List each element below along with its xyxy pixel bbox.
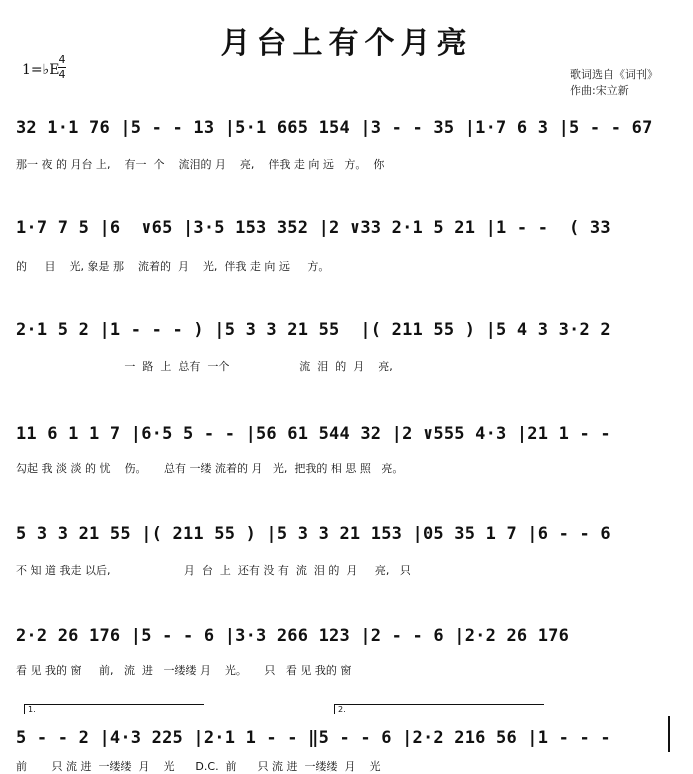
lyric-line-5: 不 知 道 我走 以后, 月 台 上 还有 没 有 流 泪 的 月 亮, 只 — [16, 564, 411, 577]
notation-line-5: 5 3 3 21 55 |( 211 55 ) |5 3 3 21 153 |05 35 1 7 |6 - - 6 — [16, 524, 611, 544]
notation-line-2: 1·7 7 5 |6 ∨65 |3·5 153 352 |2 ∨33 2·1 5 21 |1 - - ( 33 — [16, 218, 611, 238]
volta-second-label: 2. — [338, 705, 346, 714]
lyric-line-3: 一 路 上 总有 一个 流 泪 的 月 亮, — [16, 360, 393, 373]
notation-line-6: 2·2 26 176 |5 - - 6 |3·3 266 123 |2 - - 6 |2·2 26 176 — [16, 626, 570, 646]
notation-line-7: 5 - - 2 |4·3 225 |2·1 1 - - ‖5 - - 6 |2·2 216 56 |1 - - - — [16, 728, 611, 748]
volta-first-ending — [24, 704, 204, 714]
notation-line-4: 11 6 1 1 7 |6·5 5 - - |56 61 544 32 |2 ∨555 4·3 |21 1 - - — [16, 424, 611, 444]
final-barline — [668, 716, 670, 752]
time-signature-bottom: 4 — [58, 68, 66, 81]
time-signature-top: 4 — [58, 53, 66, 66]
music-credit: 作曲:宋立新 — [570, 84, 629, 97]
volta-second-ending — [334, 704, 544, 714]
notation-line-1: 32 1·1 76 |5 - - 13 |5·1 665 154 |3 - - 35 |1·7 6 3 |5 - - 67 — [16, 118, 653, 138]
lyric-line-2: 的 目 光, 象是 那 流着的 月 光, 伴我 走 向 远 方。 — [16, 260, 330, 273]
lyric-line-7: 前 只 流 进 一缕缕 月 光 D.C. 前 只 流 进 一缕缕 月 光 — [16, 760, 381, 773]
lyric-line-1: 那一 夜 的 月台 上, 有一 个 流泪的 月 亮, 伴我 走 向 远 方。 你 — [16, 158, 385, 171]
lyric-line-6: 看 见 我的 窗 前, 流 进 一缕缕 月 光。 只 看 见 我的 窗 — [16, 664, 352, 677]
key-signature: 1=♭E — [22, 62, 60, 78]
lyric-line-4: 勾起 我 淡 淡 的 忧 伤。 总有 一缕 流着的 月 光, 把我的 相 思 照 亮。 — [16, 462, 404, 475]
time-signature — [58, 54, 66, 81]
notation-line-3: 2·1 5 2 |1 - - - ) |5 3 3 21 55 |( 211 55 ) |5 4 3 3·2 2 — [16, 320, 611, 340]
lyrics-credit: 歌词选自《词刊》 — [570, 68, 658, 81]
volta-first-label: 1. — [28, 705, 36, 714]
song-title: 月台上有个月亮 — [220, 26, 473, 61]
